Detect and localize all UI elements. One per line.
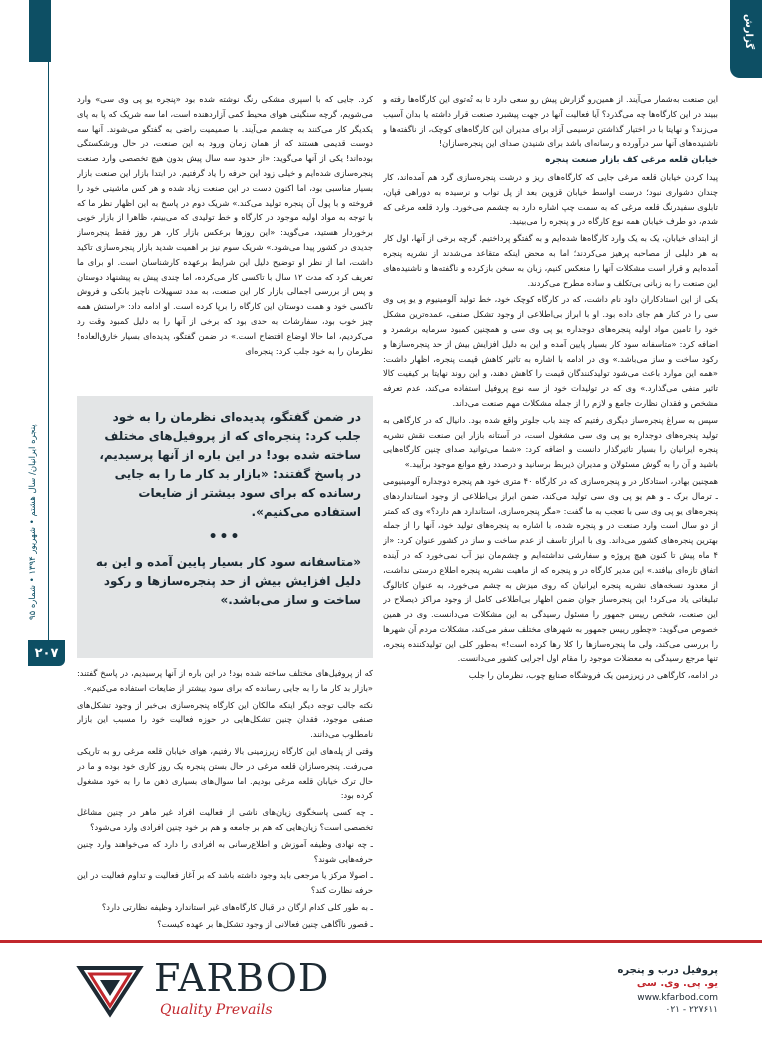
issue-info: پنجره ایرانیان/ سال هشتم • شهریور ۱۳۹۴ • شماره ۹۵ <box>28 424 38 621</box>
paragraph: نکته جالب توجه دیگر اینکه مالکان این کارگاه پنجره‌سازی بی‌خبر از وجود تشکل‌های صنفی موجود، فقدان چنین تشکل‌هایی در حوزه فعالیت خود را مسبب این بازار نامطلوب می‌دانند. <box>77 699 373 740</box>
question-item: ـ اصولا مرکز یا مرجعی باید وجود داشته باشد که بر آغاز فعالیت و تداوم فعالیت در این حرفه نظارت کند؟ <box>77 870 373 896</box>
article-left-column-bottom <box>77 666 373 932</box>
footer-phone: ۰۲۱ - ۲۲۷۶۱۱ <box>665 1005 718 1015</box>
brand-name: FARBOD <box>154 956 330 1000</box>
question-item: ـ به طور کلی کدام ارگان در قبال کارگاه‌های غیر استاندارد وظیفه نظارتی دارد؟ <box>101 901 373 912</box>
paragraph: همچنین بهادر، استادکار در و پنجره‌سازی که در کارگاه ۴۰ متری خود هم پنجره دوجداره آلومینیومی ـ ترمال برک ـ و هم یو پی وی سی تولید می‌کند، ضمن ابراز بی‌اطلاعی از وجود استانداردهای پنجره‌های یو پی وی سی با تعجب به ما گفت: «مگر پنجره‌سازی، استاندارد هم دارد؟» وی که کمتر از دو سال است وارد صنعت در و پنجره شده، با اشاره به پنجره‌های تولید خود، آنها را از جمله بهترین پنجره‌های کشور می‌داند. وی با ابراز تاسف از عدم ساخت و ساز در کشور عنوان کرد: «از ۴ ماه پیش تا کنون هیچ پروژه و سفارشی نداشته‌ایم و چشم‌مان نیز آب نمی‌خورد که در آینده اتفاق تازه‌ای بیافتد.» این مدیر کارگاه در و پنجره که از ماهیت نشریه پنجره اطلاع درستی نداشت، از معدود نسخه‌های نشریه پنجره ایرانیان که روی میزش به چشم می‌خورد، به عنوان کاتالوگ تبلیغاتی یاد می‌کرد! این پنجره‌ساز جوان ضمن اظهار بی‌اطلاعی کامل از وجود مراکز ذیصلاح در این صنعت، شخص رییس جمهور را مسئول رسیدگی به این مشکلات می‌دانست. وی در همین خصوص می‌گوید: «چطور رییس جمهور به شهرهای مختلف سفر می‌کند، مشکلات مردم آن شهرها را بررسی می‌کند، ولی ما پنجره‌سازها را کلا رها کرده است!» به‌طور کلی این تولیدکننده پنجره، تنها مرجع رسیدگی به معضلات موجود را مقام اول اجرایی کشور می‌دانست. <box>383 475 718 664</box>
pull-quote-first: در ضمن گفتگو، پدیده‌ای نظرمان را به خود جلب کرد: پنجره‌ای که از پروفیل‌های مختلف ساخته شده بود! در این باره از آنها پرسیدیم، در پاسخ گفتند: «بازار بد کار ما را به جایی رسانده که برای سود بیشتر از ضایعات استفاده می‌کنیم». <box>99 410 361 519</box>
pull-quote-separator: ••• <box>208 529 242 545</box>
article-right-column <box>383 92 718 932</box>
question-item: ـ چه کسی پاسخگوی زیان‌های ناشی از فعالیت افراد غیر ماهر در چنین مشاغل تخصصی است؟ زیان‌هایی که هم بر جامعه و هم بر خود چنین افرادی وارد می‌شود؟ <box>77 807 373 832</box>
pull-quote-second: «متاسفانه سود کار بسیار پایین آمده و این به دلیل افزایش بیش از حد پنجره‌سازها و رکود ساخت و ساز می‌باشد.» <box>95 555 361 607</box>
section-tab <box>730 0 762 78</box>
footer-product-type: یو. پی. وی. سی <box>636 978 718 989</box>
farbod-logo-icon <box>76 962 144 1018</box>
footer-website[interactable]: www.kfarbod.com <box>637 993 718 1003</box>
paragraph: سپس به سراغ پنجره‌ساز دیگری رفتیم که چند باب جلوتر واقع شده بود. دانیال که در کارگاهی به تولید پنجره‌های دوجداره یو پی وی سی مشغول است، در آستانه بازار این صنعت نقش نشریه پنجره ایرانیان را بسیار تاثیرگذار دانست و اضافه کرد: «شما می‌توانید صدای چنین کارگاه‌هایی باشید و آن را به گوش مسئولان و مدیران ذیربط برسانید و درصدد رفع موانع موجود برآیید.» <box>383 414 718 470</box>
paragraph: که از پروفیل‌های مختلف ساخته شده بود! در این باره از آنها پرسیدیم، در پاسخ گفتند: «بازار بد کار ما را به جایی رسانده که برای سود بیشتر از ضایعات استفاده می‌کنیم». <box>77 668 373 693</box>
paragraph: پیدا کردن خیابان قلعه مرغی جایی که کارگاه‌های ریز و درشت پنجره‌سازی گرد هم آمده‌اند، کار چندان دشواری نبود؛ درست اواسط خیابان قزوین بعد از پل نواب و نرسیده به دوراهی قپان، تابلوی سفیدرنگ قلعه مرغی که به سمت چپ اشاره دارد به چشمم می‌خورد. وارد قلعه مرغی که شدم، دو طرف خیابان همه نوع کارگاه در و پنجره را می‌بینید. <box>383 171 718 227</box>
section-tab-label: گزارش <box>743 14 754 50</box>
paragraph: یکی از این استادکاران داود نام داشت، که در کارگاه کوچک خود، خط تولید آلومینیوم و یو پی وی سی را در کنار هم جای داده بود. او با ابراز بی‌اطلاعی از وجود تشکل صنفی، عمده‌ترین مشکل خود را تامین مواد اولیه پنجره‌های دوجداره یو پی وی سی و همچنین کمبود سرمایه برشمرد و اضافه کرد: «متاسفانه سود کار بسیار پایین آمده و این به دلیل افزایش بیش از حد پنجره‌سازها و رکود ساخت و ساز می‌باشد.» وی در ادامه با اشاره به تاثیر کاهش قیمت پنجره، اظهار داشت: «همه این موارد باعث می‌شود تولیدکنندگان قیمت را کاهش دهند، و این روند نهایتا بر کیفیت کالا تاثیر منفی می‌گذارد.» وی که در تولیدات خود از سه نوع پروفیل استفاده می‌کند، عدم تعرفه مشخص و فقدان نظارت جامع و لازم را از جمله مشکلات مهم صنعت می‌داند. <box>383 294 718 408</box>
paragraph: از ابتدای خیابان، یک به یک وارد کارگاه‌ها شده‌ایم و به گفتگو پرداختیم. گرچه برخی از آنها، اول کار به هر دلیلی از مصاحبه پرهیز می‌کردند؛ اما به محض اینکه متقاعد می‌شدند از نشریه پنجره آمده‌ایم و قرار است مشکلات آنها را منعکس کنیم، زبان به سخن بازکرده و ناگفته‌ها و ناشنیده‌های این صنعت را به زبانی بی‌تکلف و ساده مطرح می‌کردند. <box>383 233 718 288</box>
question-item: ـ قصور ناآگاهی چنین فعالانی از وجود تشکل‌ها بر عهده کیست؟ <box>157 918 373 929</box>
brand-tagline: Quality Prevails <box>160 1002 273 1018</box>
footer-product-line: پروفیل درب و پنجره <box>617 965 718 976</box>
paragraph: وقتی از پله‌های این کارگاه زیرزمینی بالا رفتیم، هوای خیابان قلعه مرغی رو به تاریکی می‌رفت. پنجره‌سازان قلعه مرغی در حال بستن پنجره یک روز کاری خود بوده و ما در حال ترک خیابان قلعه مرغی بودیم. اما سوال‌های بسیاری ذهن ما را به خود مشغول کرده بود: <box>77 745 373 801</box>
footer-contact <box>588 965 718 1015</box>
paragraph: در ادامه، کارگاهی در زیرزمین یک فروشگاه صنایع چوب، نظرمان را جلب <box>468 670 718 681</box>
paragraph: این صنعت به‌شمار می‌آیند. از همین‌رو گزارش پیش رو سعی دارد تا به تُه‌توی این کارگاه‌ها رفته و ببیند در این کارگاه‌ها چه می‌گذرد؟ آیا فعالیت آنها در جهت پیشبرد صنعت قرار داشته یا بدان آسیب می‌زند؟ و نهایتا با در اختیار گذاشتن ترسیمی آزاد برای مدیران این کارگاه‌های کوچک، از ناگفته‌ها و ناشنیده‌های آنها سر درآورده و رسانه‌ای باشد برای شنیدن صدای این پنجره‌سازان! <box>383 94 718 149</box>
paragraph: کرد. جایی که با اسپری مشکی رنگ نوشته شده بود «پنجره یو پی وی سی» وارد می‌شویم، گرچه سنگینی هوای محیط کمی آزاردهنده است، اما سه شریک که پا به پای یکدیگر کار می‌کنند به چشمم می‌آیند. با صمیمیت راضی به گفتگو می‌شوند. آنها سه دوست قدیمی هستند که از همان زمان ورود به این صنعت، در حال ورشکستگی بوده‌اند! یکی از آنها می‌گوید: «از حدود سه سال پیش بدون هیچ تخصصی وارد صنعت پنجره‌سازی شده‌ایم و خیلی زود این حرفه را یاد گرفتیم. در ابتدا بازار این صنعت بازار بسیار مناسبی بود، اما اکنون دست در این صنعت زیاد شده و هر کس ماشینی خود را فروخته و با پول آن پنجره تولید می‌کند.» شریک دوم در پاسخ به این اظهار نظر ما که با توجه به مواد اولیه موجود در کارگاه و خط تولیدی که می‌بینم، ظاهرا از بازار خوبی برخوردار هستید، می‌گوید: «این روزها برعکس بازار کار، هر روز فقط پنجره‌ساز جدیدی در کشور پیدا می‌شود.» شریک سوم نیز بر اهمیت شدید بازار پنجره‌سازی تاکید داشت، اما از نظر او توضیح دلیل این شرایط برعهده کارشناسان است. او برای ما تعریف کرد که مدت ۱۲ سال با تاکسی کار می‌کرده، اما چندی پیش به پیشنهاد دوستان و پس از بررسی اجمالی بازار کار این صنعت، به مدد تسهیلات ناچیز بانکی و فروش تاکسی خود و همت دوستان این کارگاه را برپا کرده است. او ادامه داد: «راستش همه چیز خوب بود، سفارشات به حدی بود که برخی از آنها را به دلیل کمبود وقت رد می‌کردیم، اما حالا اوضاع افتضاح است.» در ضمن گفتگو، پدیده‌ای بسیار خارق‌العاده! نظرمان را به خود جلب کرد: پنجره‌ای <box>77 94 373 356</box>
question-item: ـ چه نهادی وظیفه آموزش و اطلاع‌رسانی به افرادی را دارد که می‌خواهند وارد چنین حرفه‌هایی شوند؟ <box>77 838 373 864</box>
article-left-column-top <box>77 92 373 392</box>
article-subhead: خیابان قلعه مرغی کف بازار صنعت پنجره <box>545 155 718 166</box>
page-number: ۲۰۷ <box>28 640 65 666</box>
pull-quote-box <box>77 396 373 658</box>
